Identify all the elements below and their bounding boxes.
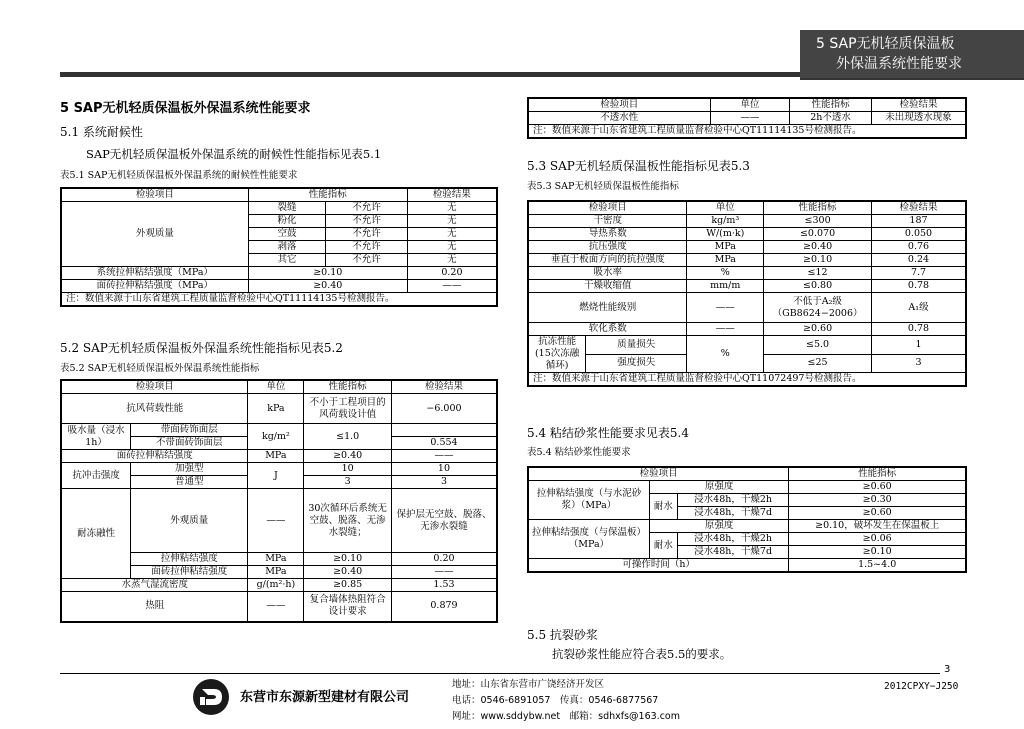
table-cell: MPa — [248, 553, 304, 566]
table-cell: 原强度 — [649, 520, 788, 533]
table-cell: 不允许 — [326, 228, 408, 241]
table-cell: 0.554 — [391, 437, 497, 450]
document-code: 2012CPXY−J250 — [884, 681, 959, 692]
table-cell: 浸水48h，干燥7d — [677, 507, 788, 520]
table-note: 注：数值来源于山东省建筑工程质量监督检验中心QT11114135号检测报告。 — [528, 125, 966, 139]
table-row — [528, 481, 966, 494]
header-cell: 检验项目 — [528, 467, 789, 481]
table-cell: ≤25 — [764, 354, 872, 373]
table-row — [528, 336, 966, 355]
table-cell: 抗冻性能(15次冻融循环) — [528, 336, 586, 373]
table-cell: 拉伸粘结强度（与水泥砂浆）（MPa） — [528, 481, 649, 520]
header-cell: 性能指标 — [764, 201, 872, 215]
table-cell: —— — [391, 450, 497, 463]
header-cell: 检验结果 — [391, 380, 497, 394]
table-5-3 — [527, 200, 967, 387]
table-cell: —— — [407, 280, 497, 293]
table-5-2-caption: 表5.2 SAP无机轻质保温板外保温系统性能指标 — [60, 363, 260, 374]
table-cell: ≤1.0 — [304, 424, 392, 450]
table-note-row — [61, 293, 497, 307]
table-cell: ≥0.10 — [304, 553, 392, 566]
table-cell: ≤5.0 — [764, 336, 872, 355]
table-cell: 其它 — [248, 254, 326, 267]
table-cell: 不允许 — [326, 215, 408, 228]
table-cell: 可操作时间（h） — [528, 559, 789, 573]
table-cell: —— — [687, 323, 764, 336]
header-rule — [60, 72, 800, 77]
header-cell: 检验结果 — [871, 98, 966, 112]
table-cell: —— — [248, 489, 304, 553]
header-line-1: 5 SAP无机轻质保温板 — [816, 36, 955, 52]
header-cell: 检验结果 — [407, 188, 497, 202]
table-cell: 垂直于板面方向的抗拉强度 — [528, 254, 687, 267]
section-title: 5 SAP无机轻质保温板外保温系统性能要求 — [60, 101, 311, 116]
table-5-1 — [60, 187, 498, 307]
table-cell: 质量损失 — [586, 336, 687, 355]
table-cell: 抗风荷载性能 — [61, 394, 248, 424]
header-cell: 性能指标 — [789, 467, 966, 481]
section-5-5-text: 抗裂砂浆性能应符合表5.5的要求。 — [552, 647, 732, 661]
table-cell: 无 — [407, 228, 497, 241]
header-cell: 性能指标 — [304, 380, 392, 394]
table-cell: ≥0.10，破坏发生在保温板上 — [789, 520, 966, 533]
table-cell: 2h不透水 — [790, 112, 872, 125]
table-cell: 空鼓 — [248, 228, 326, 241]
table-cell: 带面砖饰面层 — [131, 424, 248, 437]
table-row — [61, 424, 497, 437]
table-row — [61, 267, 497, 280]
table-row — [528, 241, 966, 254]
section-5-1-text: SAP无机轻质保温板外保温系统的耐候性性能指标见表5.1 — [86, 147, 382, 161]
table-cell: 面砖拉伸粘结强度 — [61, 450, 248, 463]
table-cell: 10 — [391, 463, 497, 476]
header-rule-thin — [800, 78, 1024, 80]
table-row — [61, 463, 497, 476]
table-cell: 外观质量 — [131, 489, 248, 553]
table-cell: 普通型 — [131, 476, 248, 489]
table-cell: 0.050 — [872, 228, 967, 241]
table-cell: 1 — [872, 336, 967, 355]
table-cell: MPa — [248, 450, 304, 463]
table-cell: ≤12 — [764, 267, 872, 280]
table-header — [61, 380, 497, 394]
table-cell: ≥0.40 — [304, 566, 392, 579]
table-cell: 无 — [407, 254, 497, 267]
table-row — [528, 280, 966, 293]
table-cell: 吸水量（浸水1h） — [61, 424, 131, 450]
table-cell: ≥0.40 — [304, 450, 392, 463]
table-cell: 热阻 — [61, 592, 248, 622]
table-5-4 — [527, 466, 967, 573]
table-cell: kg/m³ — [687, 215, 764, 228]
table-cell: ≤300 — [764, 215, 872, 228]
table-cell: 保护层无空鼓、脱落、无渗水裂缝 — [391, 489, 497, 553]
header-cell: 检验项目 — [61, 380, 248, 394]
table-cell: ≥0.40 — [764, 241, 872, 254]
table-cell: kPa — [248, 394, 304, 424]
table-cell: 0.78 — [872, 323, 967, 336]
table-cell: ≤0.80 — [764, 280, 872, 293]
table-cell: 不允许 — [326, 254, 408, 267]
table-note-row — [528, 125, 966, 139]
table-cell: 无 — [407, 241, 497, 254]
table-cell: 干燥收缩值 — [528, 280, 687, 293]
table-cell: 0.879 — [391, 592, 497, 622]
table-cell: 187 — [872, 215, 967, 228]
table-cell: 1.53 — [391, 579, 497, 592]
table-cell: 复合墙体热阻符合设计要求 — [304, 592, 392, 622]
table-cell: 耐水 — [649, 494, 677, 520]
company-web: 网址：www.sddybw.net 邮箱：sdhxfs@163.com — [452, 711, 680, 722]
table-cell: ≥0.06 — [789, 533, 966, 546]
table-cell: 0.20 — [407, 267, 497, 280]
table-header — [528, 467, 966, 481]
header-cell: 单位 — [687, 201, 764, 215]
table-cell: ≥0.10 — [789, 546, 966, 559]
table-row — [61, 592, 497, 622]
table-cell: 剥落 — [248, 241, 326, 254]
table-cell: 3 — [391, 476, 497, 489]
table-cell: 强度损失 — [586, 354, 687, 373]
company-name: 东营市东源新型建材有限公司 — [240, 690, 410, 705]
footer-rule — [60, 673, 940, 674]
table-cell: 抗压强度 — [528, 241, 687, 254]
table-cell: 不带面砖饰面层 — [131, 437, 248, 450]
table-cell: 0.20 — [391, 553, 497, 566]
table-cell: ≥0.10 — [764, 254, 872, 267]
table-cell: 耐水 — [649, 533, 677, 559]
table-cell: 导热系数 — [528, 228, 687, 241]
table-row — [528, 112, 966, 125]
table-cell: 10 — [304, 463, 392, 476]
table-5-3-caption: 表5.3 SAP无机轻质保温板性能指标 — [527, 181, 679, 192]
table-cell: 浸水48h，干燥7d — [677, 546, 788, 559]
section-5-1-heading: 5.1 系统耐候性 — [60, 125, 143, 139]
table-cell: 无 — [407, 215, 497, 228]
header-cell: 检验项目 — [528, 201, 687, 215]
table-cell: 不透水性 — [528, 112, 710, 125]
table-5-2 — [60, 379, 498, 623]
table-cell: 软化系数 — [528, 323, 687, 336]
table-header — [61, 188, 497, 202]
table-cell: 面砖拉伸粘结强度（MPa） — [61, 280, 248, 293]
section-5-5-heading: 5.5 抗裂砂浆 — [527, 628, 598, 642]
table-row — [61, 394, 497, 424]
table-note: 注：数值来源于山东省建筑工程质量监督检验中心QT11114135号检测报告。 — [61, 293, 497, 307]
table-cell: kg/m² — [248, 424, 304, 450]
header-cell: 性能指标 — [248, 188, 407, 202]
table-5-1-caption: 表5.1 SAP无机轻质保温板外保温系统的耐候性性能要求 — [60, 170, 298, 181]
table-cell: 30次循环后系统无空鼓、脱落、无渗水裂缝； — [304, 489, 392, 553]
table-cell: 0.78 — [872, 280, 967, 293]
table-cell: 外观质量 — [61, 202, 248, 267]
table-row — [528, 520, 966, 533]
table-cell: —— — [248, 592, 304, 622]
table-cell: % — [687, 267, 764, 280]
table-cell: 0.24 — [872, 254, 967, 267]
table-cell: MPa — [687, 241, 764, 254]
table-row — [528, 293, 966, 323]
table-cell: 拉伸粘结强度 — [131, 553, 248, 566]
table-cell: MPa — [687, 254, 764, 267]
table-cell: % — [687, 336, 764, 373]
table-cell: MPa — [248, 566, 304, 579]
table-cell: 裂缝 — [248, 202, 326, 215]
table-cell: 耐冻融性 — [61, 489, 131, 579]
table-cell: 不小于工程项目的风荷载设计值 — [304, 394, 392, 424]
table-cell: 水蒸气湿流密度 — [61, 579, 248, 592]
table-cell: mm/m — [687, 280, 764, 293]
table-cell: ≥0.40 — [248, 280, 407, 293]
table-cell: 0.76 — [872, 241, 967, 254]
table-row — [61, 450, 497, 463]
table-row — [61, 202, 497, 215]
table-cell: ≥0.85 — [304, 579, 392, 592]
table-cell: ≥0.60 — [789, 507, 966, 520]
table-cell: 面砖拉伸粘结强度 — [131, 566, 248, 579]
table-row — [528, 215, 966, 228]
table-cell: 不允许 — [326, 241, 408, 254]
table-5-2-continued — [527, 97, 967, 139]
table-cell: 未出现透水现象 — [871, 112, 966, 125]
table-row — [528, 228, 966, 241]
section-5-3-heading: 5.3 SAP无机轻质保温板性能指标见表5.3 — [527, 159, 750, 173]
table-row — [61, 489, 497, 553]
table-cell: —— — [391, 566, 497, 579]
table-cell: ≥0.60 — [789, 481, 966, 494]
table-cell: 抗冲击强度 — [61, 463, 131, 489]
table-cell: —— — [710, 112, 790, 125]
table-cell: ≥0.10 — [248, 267, 407, 280]
table-cell: 3 — [304, 476, 392, 489]
table-cell: 吸水率 — [528, 267, 687, 280]
table-row — [61, 280, 497, 293]
header-title-box — [800, 30, 1024, 78]
table-header — [528, 201, 966, 215]
table-cell: 不低于A₂级（GB8624−2006） — [764, 293, 872, 323]
table-header — [528, 98, 966, 112]
table-note: 注：数值来源于山东省建筑工程质量监督检验中心QT11072497号检测报告。 — [528, 373, 966, 387]
header-line-2: 外保温系统性能要求 — [836, 56, 962, 72]
table-cell: A₁级 — [872, 293, 967, 323]
header-cell: 单位 — [710, 98, 790, 112]
table-cell: 3 — [872, 354, 967, 373]
table-cell: W/(m·k) — [687, 228, 764, 241]
section-5-2-heading: 5.2 SAP无机轻质保温板外保温系统性能指标见表5.2 — [60, 341, 343, 355]
table-cell: 干密度 — [528, 215, 687, 228]
table-cell: 浸水48h，干燥2h — [677, 533, 788, 546]
header-cell: 检验结果 — [872, 201, 967, 215]
table-row — [528, 267, 966, 280]
table-cell: 系统拉伸粘结强度（MPa） — [61, 267, 248, 280]
table-cell: 原强度 — [649, 481, 788, 494]
table-cell: ≥0.60 — [764, 323, 872, 336]
header-cell: 性能指标 — [790, 98, 872, 112]
table-5-4-caption: 表5.4 粘结砂浆性能要求 — [527, 447, 631, 458]
company-logo — [192, 678, 230, 716]
section-5-4-heading: 5.4 粘结砂浆性能要求见表5.4 — [527, 426, 689, 440]
header-cell: 单位 — [248, 380, 304, 394]
table-cell: 燃烧性能级别 — [528, 293, 687, 323]
header-cell: 检验项目 — [61, 188, 248, 202]
table-cell: 7.7 — [872, 267, 967, 280]
table-cell: 1.5~4.0 — [789, 559, 966, 573]
table-row — [528, 254, 966, 267]
table-cell: 不允许 — [326, 202, 408, 215]
page-number: 3 — [944, 664, 951, 675]
table-cell — [391, 424, 497, 437]
table-cell: 无 — [407, 202, 497, 215]
table-cell: J — [248, 463, 304, 489]
header-cell: 检验项目 — [528, 98, 710, 112]
table-cell: 拉伸粘结强度（与保温板）（MPa） — [528, 520, 649, 559]
company-phone: 电话：0546-6891057 传真：0546-6877567 — [452, 695, 659, 706]
table-note-row — [528, 373, 966, 387]
table-cell: g/(m²·h) — [248, 579, 304, 592]
table-cell: ≤0.070 — [764, 228, 872, 241]
table-cell: 粉化 — [248, 215, 326, 228]
company-address: 地址：山东省东营市广饶经济开发区 — [452, 679, 605, 690]
table-cell: —— — [687, 293, 764, 323]
table-row — [528, 323, 966, 336]
table-cell: ≥0.30 — [789, 494, 966, 507]
table-cell: 加强型 — [131, 463, 248, 476]
table-row — [61, 579, 497, 592]
table-cell: −6.000 — [391, 394, 497, 424]
table-cell: 浸水48h，干燥2h — [677, 494, 788, 507]
table-row — [528, 559, 966, 573]
